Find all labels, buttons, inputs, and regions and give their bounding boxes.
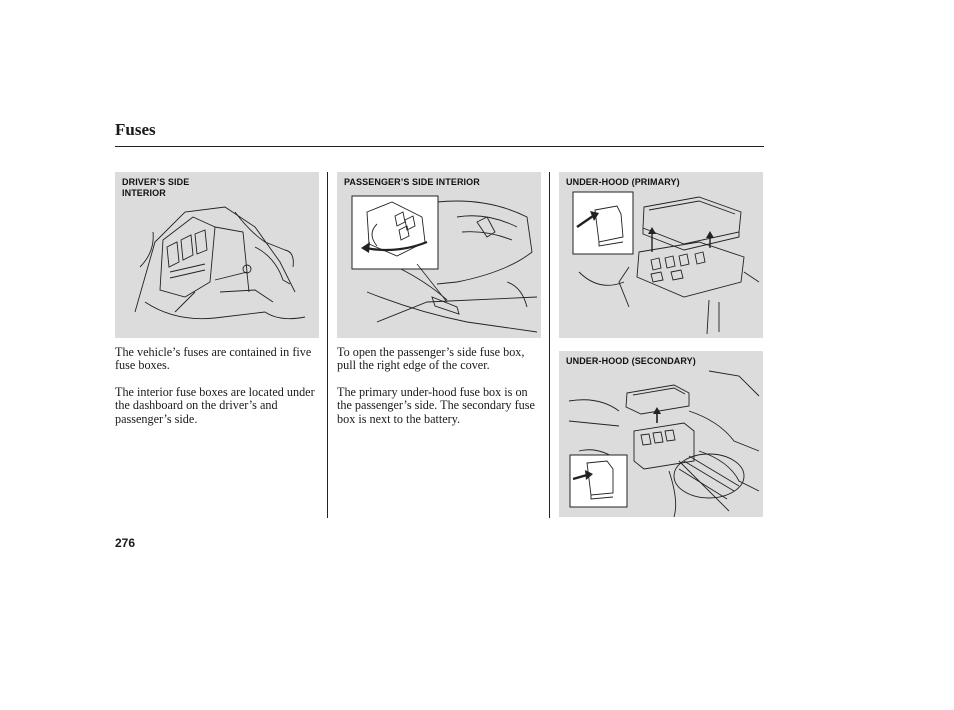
paragraph: The interior fuse boxes are located under the dashboard on the driver’s and passenger’s side. xyxy=(115,384,315,426)
figure-caption: UNDER-HOOD (PRIMARY) xyxy=(566,177,680,187)
figure-caption: UNDER-HOOD (SECONDARY) xyxy=(566,356,696,366)
paragraph: To open the passenger’s side fuse box, pull the right edge of the cover. xyxy=(337,345,525,373)
passengers-side-fusebox-illustration xyxy=(337,172,541,338)
title-rule xyxy=(115,146,764,147)
figure-under-hood-secondary xyxy=(559,351,763,517)
paragraph: The vehicle’s fuses are contained in five fuse boxes. xyxy=(115,345,312,373)
figure-caption: PASSENGER’S SIDE INTERIOR xyxy=(344,177,480,187)
under-hood-secondary-fusebox-illustration xyxy=(559,351,763,517)
figure-passengers-side-interior xyxy=(337,172,541,338)
under-hood-primary-fusebox-illustration xyxy=(559,172,763,338)
page-number: 276 xyxy=(115,536,136,550)
column-divider-1 xyxy=(327,172,328,518)
text-column-2 xyxy=(337,346,543,439)
column-divider-2 xyxy=(549,172,550,518)
paragraph: The primary under-hood fuse box is on the passenger’s side. The secondary fuse box is next to the battery. xyxy=(337,384,535,426)
text-column-1 xyxy=(115,346,321,439)
figure-drivers-side-interior xyxy=(115,172,319,338)
page-title: Fuses xyxy=(115,120,156,139)
figure-caption: DRIVER’S SIDE INTERIOR xyxy=(122,177,190,198)
figure-under-hood-primary xyxy=(559,172,763,338)
